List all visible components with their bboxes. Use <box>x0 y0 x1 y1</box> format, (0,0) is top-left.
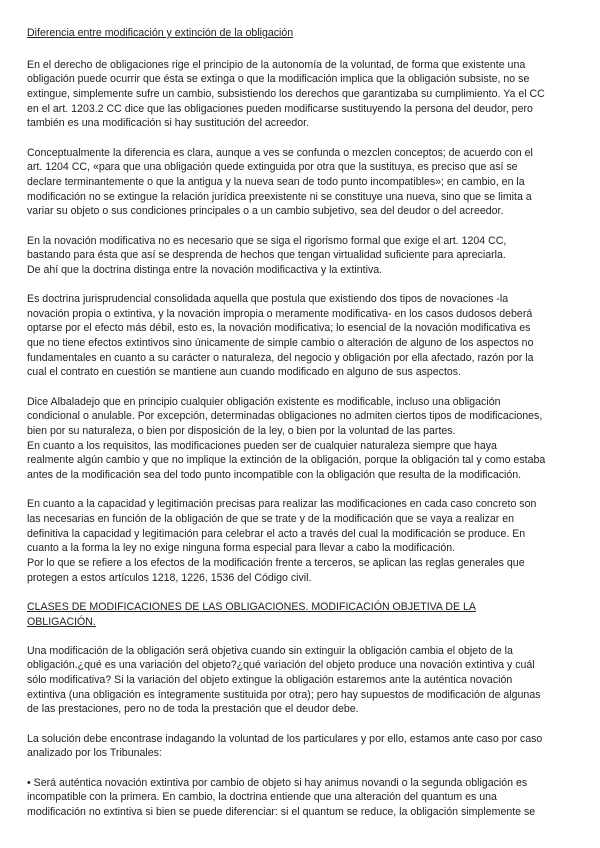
text-line: declare terminantemente o que la antigua y la nueva sean de todo punto incompatibles»; en cambio, en la <box>27 175 525 188</box>
text-line: art. 1204 CC, «para que una obligación quede extinguida por otra que la sustituya, es preciso que así se <box>27 161 518 174</box>
paragraph <box>27 644 587 717</box>
text-line: En el derecho de obligaciones rige el principio de la autonomía de la voluntad, de forma que existente una <box>27 58 526 71</box>
text-line: de las prestaciones, pero no de toda la prestación que el deudor debe. <box>27 703 359 716</box>
paragraph <box>27 292 587 380</box>
paragraph <box>27 395 587 483</box>
text-line: Dice Albaladejo que en principio cualquier obligación existente es modificable, incluso una obligación <box>27 395 501 408</box>
text-line: modificación no se extingue la relación jurídica preexistente ni se constituye una nueva, sino que se limita a <box>27 190 532 203</box>
paragraph <box>27 146 587 219</box>
text-line: De ahí que la doctrina distinga entre la novación modificactiva y la extintiva. <box>27 263 383 276</box>
text-line: bastando para ésta que así se desprenda de hechos que tengan virtualidad suficiente para apreciarla. <box>27 249 506 262</box>
text-line: incompatible con la primera. En cambio, la doctrina entiende que una alteración del quantum es una <box>27 791 497 804</box>
text-line: definitiva la capacidad y legitimación para celebrar el acto a través del cual la modificación se produce. En <box>27 527 526 540</box>
text-line: Conceptualmente la diferencia es clara, aunque a ves se confunda o mezclen conceptos; de acuerdo con el <box>27 146 533 159</box>
text-line: extingue, simplemente sufre un cambio, subsistiendo los derechos que garantizaba su cumplimiento. Ya el CC <box>27 87 545 100</box>
text-line: también es una modificación si hay sustitución del acreedor. <box>27 117 310 130</box>
text-line: que no tiene efectos extintivos sino únicamente de simple cambio o alteración de alguno de los aspectos no <box>27 337 534 350</box>
text-line: variar su objeto o sus condiciones principales o a un cambio subjetivo, sea del deudor o del acreedor. <box>27 205 504 218</box>
text-line: • Será auténtica novación extintiva por cambio de objeto si hay animus novandi o la segunda obligación es <box>27 776 528 789</box>
text-line: protegen a estos artículos 1218, 1226, 1536 del Código civil. <box>27 571 312 584</box>
text-line: condicional o anulable. Por excepción, determinadas obligaciones no admiten ciertos tipos de modificaciones, <box>27 410 543 423</box>
text-line: En la novación modificativa no es necesario que se siga el rigorismo formal que exige el art. 1204 CC, <box>27 234 507 247</box>
text-line: En cuanto a la capacidad y legitimación precisas para realizar las modificaciones en cada caso concreto son <box>27 498 537 511</box>
text-line: realmente algún cambio y que no implique la extinción de la obligación, porque la obligación tal y como estaba <box>27 454 546 467</box>
text-line: modificación no extintiva si bien se puede diferenciar: si el quantum se reduce, la obligación simplemente se <box>27 805 536 818</box>
paragraph <box>27 58 587 131</box>
paragraph <box>27 776 587 820</box>
text-line: en el art. 1203.2 CC dice que las obligaciones pueden modificarse sustituyendo la persona del deudor, pero <box>27 102 533 115</box>
text-line: bien por su naturaleza, o bien por disposición de la ley, o bien por la voluntad de las partes. <box>27 425 456 437</box>
paragraph <box>27 732 587 761</box>
section-heading <box>27 600 587 629</box>
text-line: extintiva (una obligación es íntegramente sustituida por otra); pero hay supuestos de modificación de algunas <box>27 688 541 701</box>
document-title: Diferencia entre modificación y extinción de la obligación <box>27 27 294 39</box>
text-line: CLASES DE MODIFICACIONES DE LAS OBLIGACIONES. MODIFICACIÓN OBJETIVA DE LA <box>27 600 476 613</box>
text-line: En cuanto a los requisitos, las modificaciones pueden ser de cualquier naturaleza siempre que haya <box>27 439 497 452</box>
text-line: cual el contrato en cuestión se mantiene aun cuando modificado en alguno de sus aspectos. <box>27 366 462 379</box>
document-page <box>27 26 587 834</box>
text-line: optarse por el efecto más débil, esto es, la novación modificativa; lo esencial de la novación modificativa es <box>27 322 531 335</box>
text-line: analizado por los Tribunales: <box>27 747 162 760</box>
text-line: obligación puede ocurrir que ésta se extinga o que la modificación implica que la obligación subsiste, no se <box>27 73 530 86</box>
text-line: La solución debe encontrase indagando la voluntad de los particulares y por ello, estamos ante caso por caso <box>27 732 543 745</box>
text-line: cuanto a la forma la ley no exige ninguna forma especial para llevar a cabo la modificación. <box>27 542 456 555</box>
text-line: OBLIGACIÓN. <box>27 615 96 628</box>
paragraph <box>27 497 587 585</box>
text-line: antes de la modificación sea del todo punto incompatible con la obligación que resulta de la modificación. <box>27 468 522 481</box>
text-line: sólo modificativa? Si la variación del objeto extingue la obligación estaremos ante la auténtica novación <box>27 674 513 687</box>
text-line: obligación.¿qué es una variación del objeto?¿qué variación del objeto produce una novación extintiva y cuál <box>27 659 535 672</box>
text-line: Una modificación de la obligación será objetiva cuando sin extinguir la obligación cambia el objeto de la <box>27 644 513 657</box>
text-line: fundamentales en cuanto a su carácter o naturaleza, del negocio y obligación por ella afectado, razón por la <box>27 351 534 364</box>
text-line: novación propia o extintiva, y la novación impropia o meramente modificativa- en los casos dudosos deberá <box>27 307 533 320</box>
document-body <box>27 58 587 820</box>
text-line: Por lo que se refiere a los efectos de la modificación frente a terceros, se aplican las reglas generales que <box>27 556 525 569</box>
paragraph <box>27 234 587 278</box>
text-line: las necesarias en función de la obligación de que se trate y de la modificación que se vaya a realizar en <box>27 512 515 525</box>
text-line: Es doctrina jurisprudencial consolidada aquella que postula que existiendo dos tipos de novaciones -la <box>27 293 509 306</box>
